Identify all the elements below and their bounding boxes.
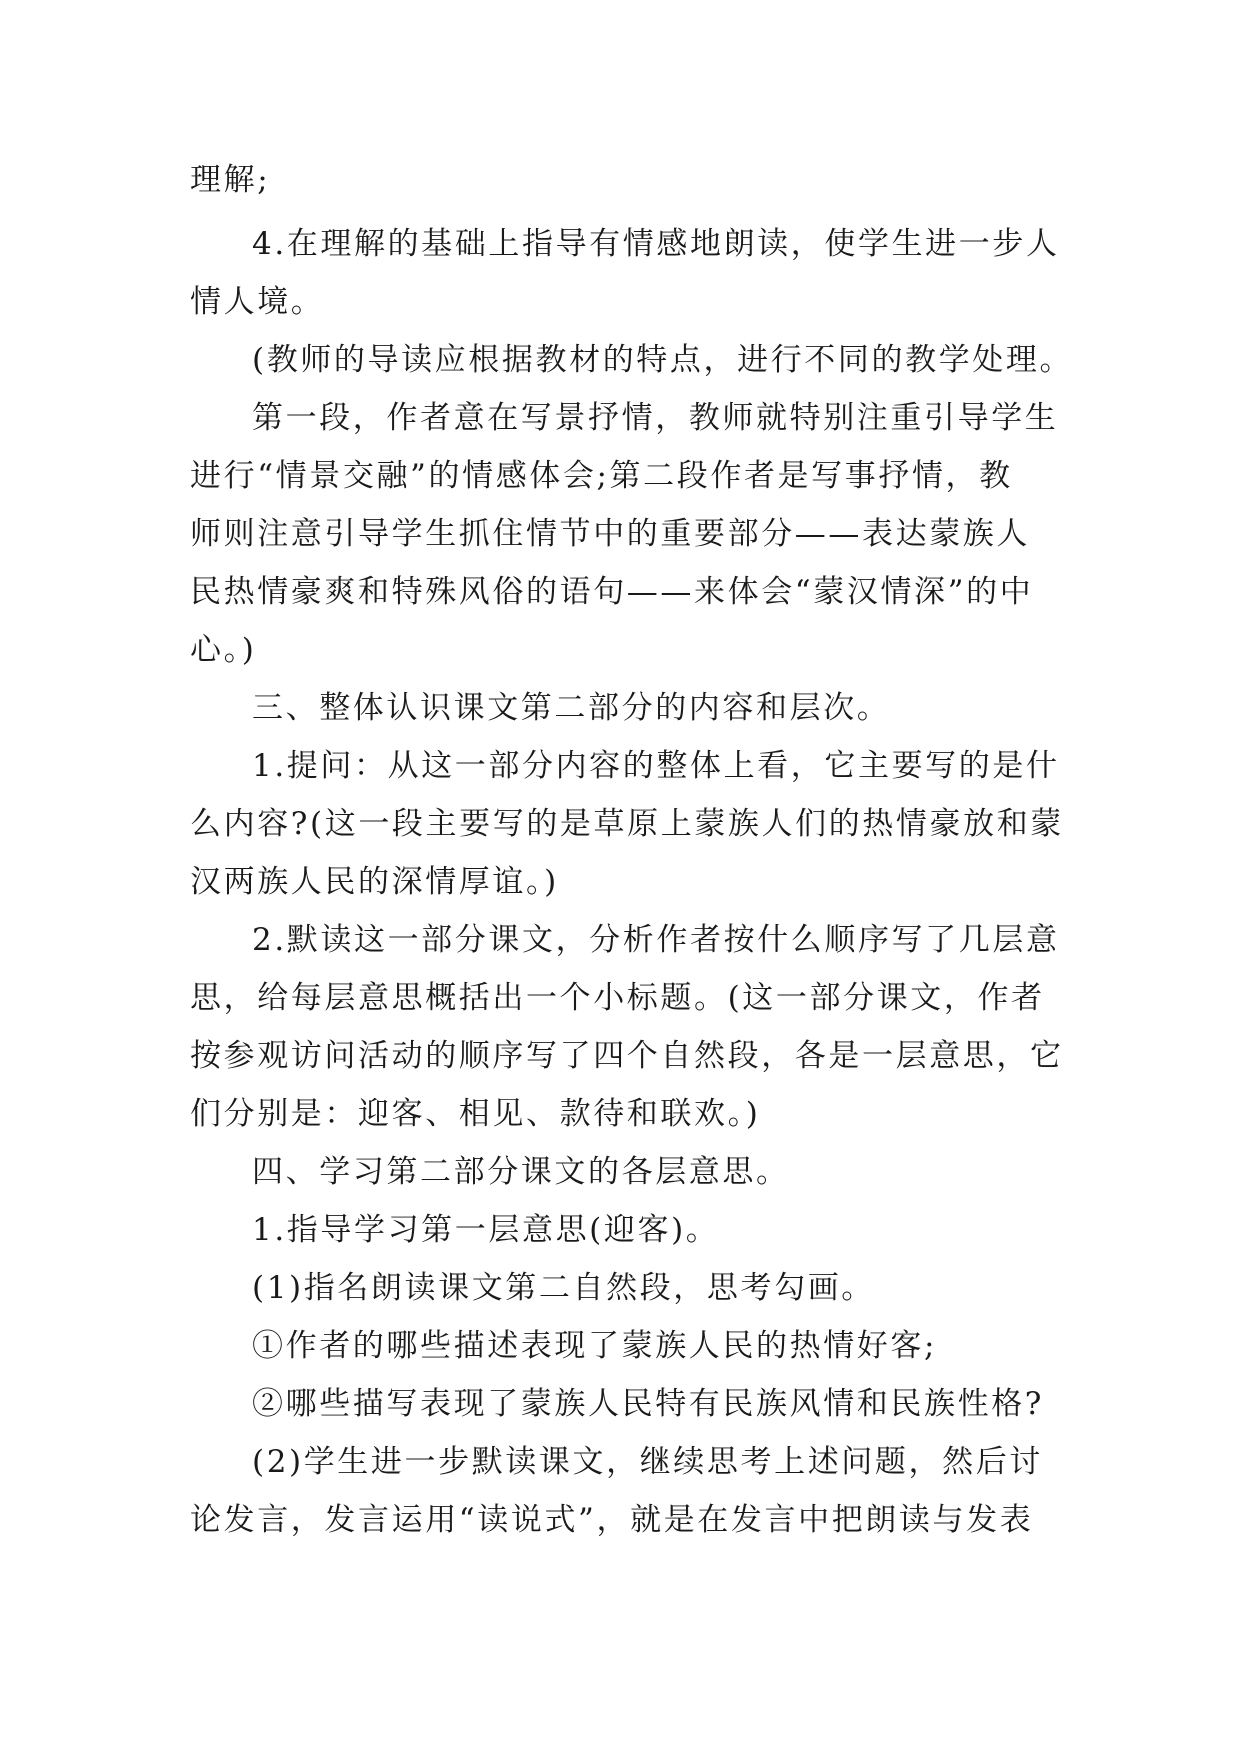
text-line: 论发言，发言运用“读说式”，就是在发言中把朗读与发表 <box>190 1502 1034 1538</box>
text-line: 们分别是：迎客、相见、款待和联欢。) <box>190 1096 761 1132</box>
text-line: 汉两族人民的深情厚谊。) <box>190 864 559 900</box>
text-line: (教师的导读应根据教材的特点，进行不同的教学处理。 <box>252 342 1074 378</box>
text-line: 师则注意引导学生抓住情节中的重要部分——表达蒙族人 <box>190 516 1030 552</box>
text-line: 1.指导学习第一层意思(迎客)。 <box>252 1212 720 1248</box>
text-line: (1)指名朗读课文第二自然段，思考勾画。 <box>252 1270 875 1306</box>
text-line: 按参观访问活动的顺序写了四个自然段，各是一层意思，它 <box>190 1038 1064 1074</box>
text-line: 三、整体认识课文第二部分的内容和层次。 <box>252 690 891 726</box>
text-line: 民热情豪爽和特殊风俗的语句——来体会“蒙汉情深”的中 <box>190 574 1034 610</box>
text-line: 第一段，作者意在写景抒情，教师就特别注重引导学生 <box>252 400 1059 436</box>
text-line: ②哪些描写表现了蒙族人民特有民族风情和民族性格? <box>252 1386 1045 1422</box>
text-line: 理解; <box>190 162 271 198</box>
text-line: 2.默读这一部分课文，分析作者按什么顺序写了几层意 <box>252 922 1060 958</box>
text-line: (2)学生进一步默读课文，继续思考上述问题，然后讨 <box>252 1444 1043 1480</box>
text-line: ①作者的哪些描述表现了蒙族人民的热情好客; <box>252 1328 938 1364</box>
text-line: 思，给每层意思概括出一个小标题。(这一部分课文，作者 <box>190 980 1045 1016</box>
text-line: 么内容?(这一段主要写的是草原上蒙族人们的热情豪放和蒙 <box>190 806 1064 842</box>
text-line: 进行“情景交融”的情感体会;第二段作者是写事抒情，教 <box>190 458 1013 494</box>
text-line: 4.在理解的基础上指导有情感地朗读，使学生进一步人 <box>252 226 1060 262</box>
text-line: 四、学习第二部分课文的各层意思。 <box>252 1154 790 1190</box>
text-line: 情人境。 <box>190 284 325 320</box>
text-line: 1.提问：从这一部分内容的整体上看，它主要写的是什 <box>252 748 1060 784</box>
text-line: 心。) <box>190 632 257 668</box>
